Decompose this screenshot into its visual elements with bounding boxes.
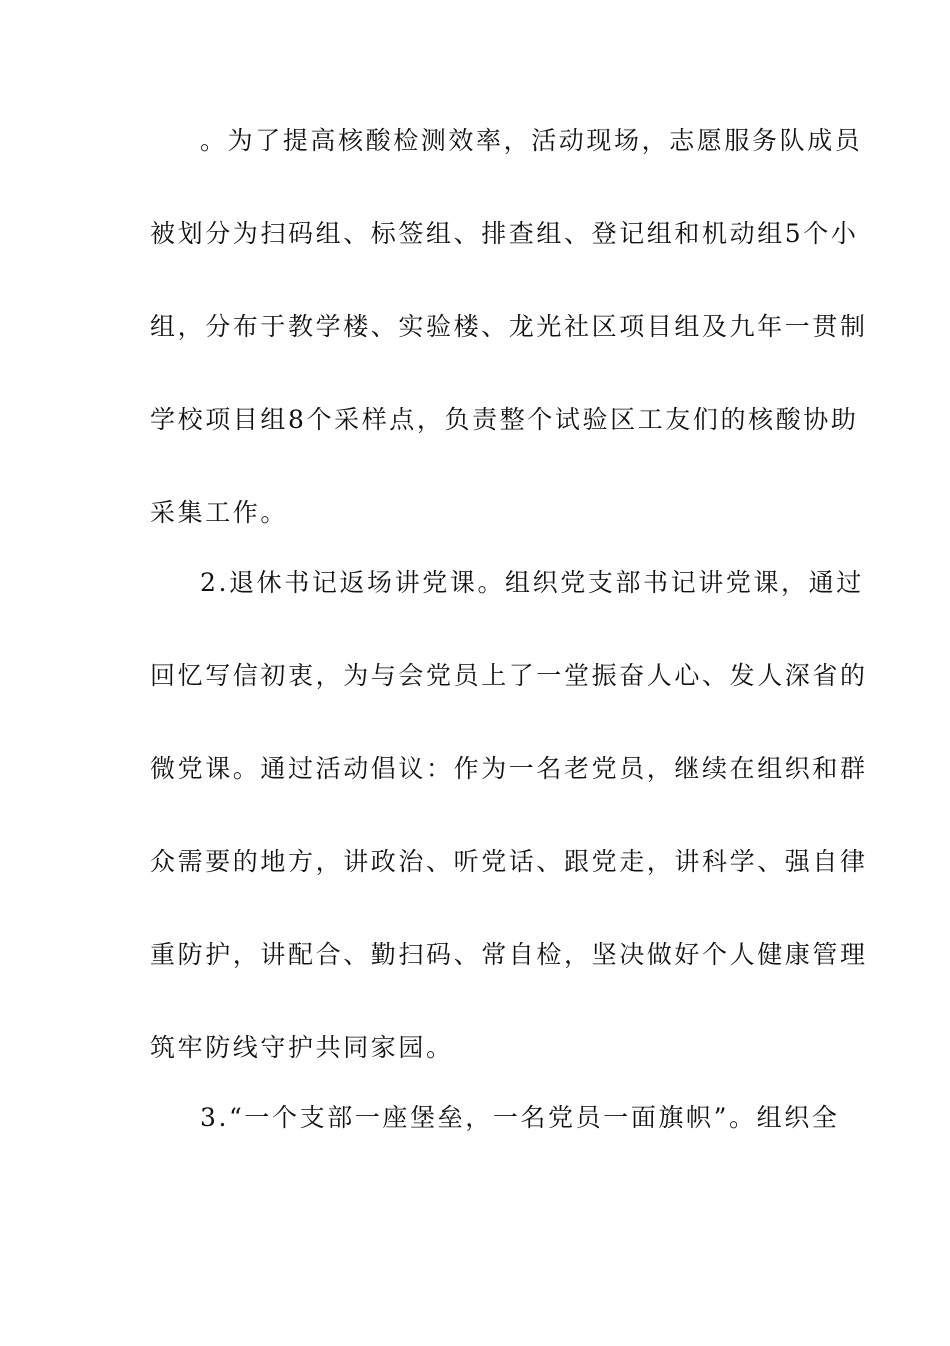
paragraph-line: 3.“一个支部一座堡垒，一名党员一面旗帜”。组织全 xyxy=(200,1103,840,1132)
paragraph-line: 组，分布于教学楼、实验楼、龙光社区项目组及九年一贯制 xyxy=(150,312,868,341)
paragraph-line: 被划分为扫码组、标签组、排查组、登记组和机动组5个小 xyxy=(150,219,859,248)
paragraph-line: 学校项目组8个采样点，负责整个试验区工友们的核酸协助 xyxy=(150,405,859,434)
paragraph-line: 回忆写信初衷，为与会党员上了一堂振奋人心、发人深省的 xyxy=(150,661,868,690)
paragraph-line: 。为了提高核酸检测效率，活动现场，志愿服务队成员 xyxy=(200,126,863,155)
paragraph-line: 采集工作。 xyxy=(150,498,289,527)
paragraph-line: 筑牢防线守护共同家园。 xyxy=(150,1033,454,1062)
paragraph-line: 2.退休书记返场讲党课。组织党支部书记讲党课，通过 xyxy=(200,568,864,597)
paragraph-line: 微党课。通过活动倡议：作为一名老党员，继续在组织和群 xyxy=(150,754,868,783)
paragraph-line: 众需要的地方，讲政治、听党话、跟党走，讲科学、强自律 xyxy=(150,847,868,876)
paragraph-line: 重防护，讲配合、勤扫码、常自检，坚决做好个人健康管理 xyxy=(150,940,868,969)
